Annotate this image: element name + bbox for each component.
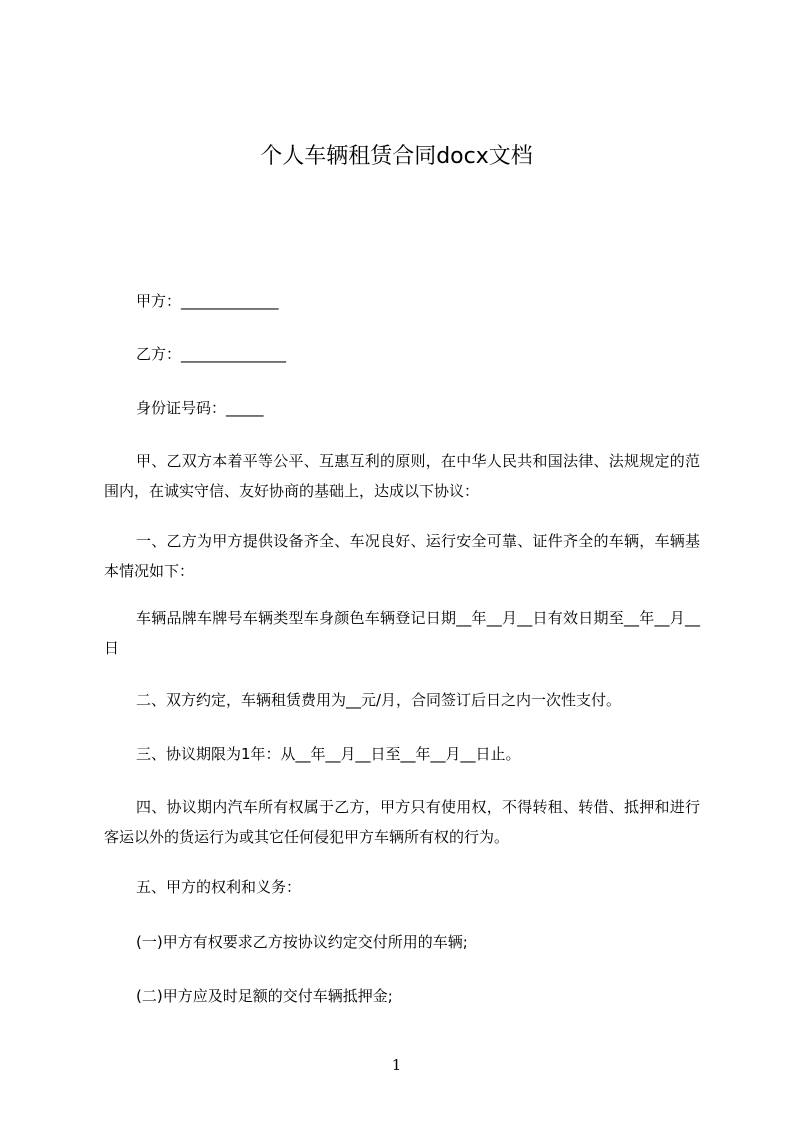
- clause-5-heading: 五、甲方的权利和义务：: [136, 878, 302, 896]
- vehicle-info-paragraph: 车辆品牌车牌号车辆类型车身颜色车辆登记日期__年__月__日有效日期至__年__月__日: [104, 609, 700, 657]
- document-title: 个人车辆租赁合同docx文档: [260, 144, 533, 169]
- party-a-line: 甲方：_____________: [136, 292, 279, 310]
- page-number: 1: [391, 1056, 402, 1074]
- clause-2-paragraph: 二、双方约定，车辆租赁费用为__元/月，合同签订后日之内一次性支付。: [136, 691, 622, 709]
- clause-5-item-1: (一)甲方有权要求乙方按协议约定交付所用的车辆;: [136, 933, 468, 951]
- clause-5-item-2: (二)甲方应及时足额的交付车辆抵押金;: [136, 987, 393, 1005]
- preamble-paragraph: 甲、乙双方本着平等公平、互惠互利的原则，在中华人民共和国法律、法规规定的范围内，在诚实守信、友好协商的基础上，达成以下协议：: [104, 452, 700, 500]
- id-number-line: 身份证号码：_____: [136, 399, 264, 417]
- clause-3-paragraph: 三、协议期限为1年：从__年__月__日至__年__月__日止。: [136, 745, 521, 763]
- clause-1-paragraph: 一、乙方为甲方提供设备齐全、车况良好、运行安全可靠、证件齐全的车辆，车辆基本情况如下：: [104, 532, 700, 580]
- clause-4-paragraph: 四、协议期内汽车所有权属于乙方，甲方只有使用权，不得转租、转借、抵押和进行客运以外的货运行为或其它任何侵犯甲方车辆所有权的行为。: [104, 798, 700, 846]
- party-b-line: 乙方：______________: [136, 345, 287, 363]
